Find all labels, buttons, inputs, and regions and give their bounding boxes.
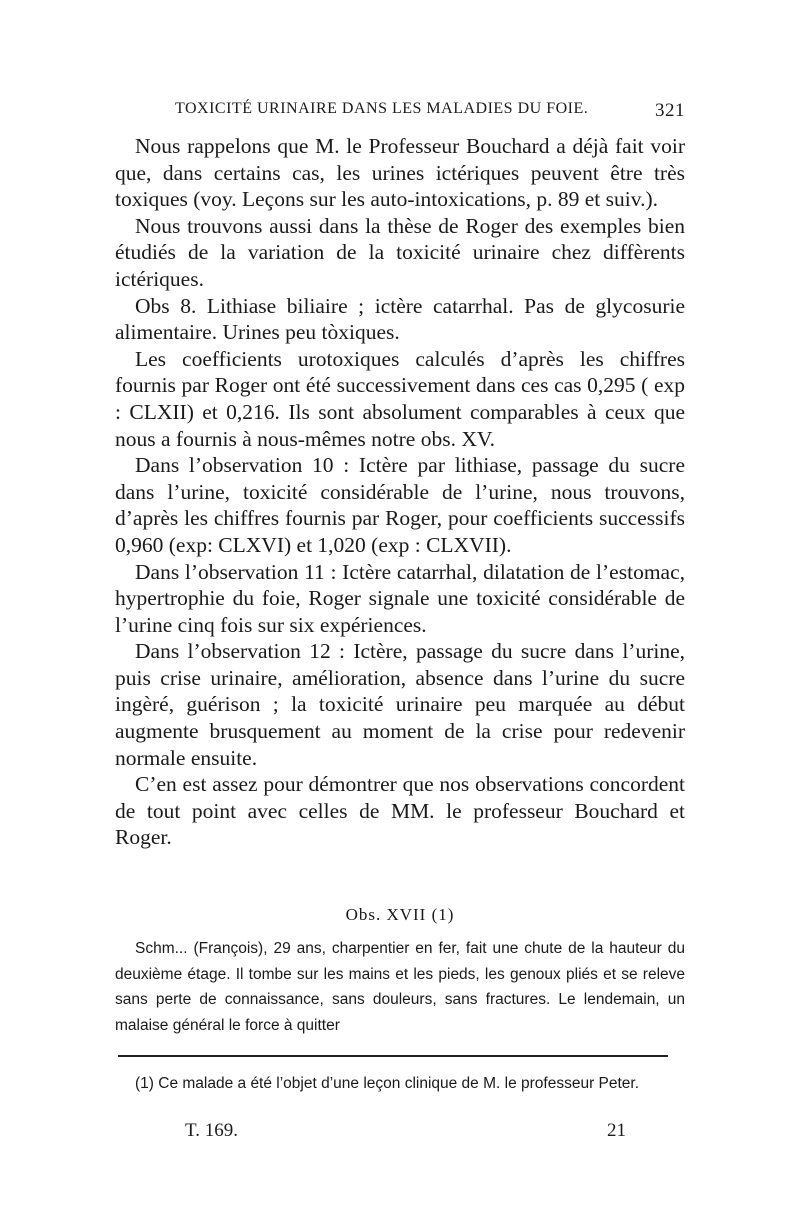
paragraph: Dans l’observation 12 : Ictère, passage du sucre dans l’urine, puis crise urinaire, amélioration, absence dans l’urine du sucre ingèré, guérison ; la toxicité urinaire peu marquée au début augmente brusquement au moment de la crise pour redevenir normale ensuite. (115, 639, 685, 770)
paragraph: Les coefficients urotoxiques calculés d’après les chiffres fournis par Roger ont été successivement dans ces cas 0,295 ( exp : CLXII) et 0,216. Ils sont absolument comparables à ceux que nous a fournis à nous-mêmes notre obs. XV. (115, 346, 685, 451)
observation-text (115, 936, 685, 1038)
paragraph: Obs 8. Lithiase biliaire ; ictère catarrhal. Pas de glycosurie alimentaire. Urines peu tòxiques. (115, 293, 685, 345)
paragraph: Dans l’observation 10 : Ictère par lithiase, passage du sucre dans l’urine, toxicité considérable de l’urine, nous trouvons, d’après les chiffres fournis par Roger, pour coefficients successifs 0,960 (exp: CLXVI) et 1,020 (exp : CLXVII). (115, 453, 685, 557)
paragraph: Nous trouvons aussi dans la thèse de Roger des exemples bien étudiés de la variation de la toxicité urinaire chez diffèrents ictériques. (115, 213, 685, 291)
sheet-mark: 21 (607, 1120, 626, 1141)
paragraph: Nous rappelons que M. le Professeur Bouchard a déjà fait voir que, dans certains cas, les urines ictériques peuvent être très toxiques (voy. Leçons sur les auto-intoxications, p. 89 et suiv.). (115, 134, 685, 212)
footnote-text: (1) Ce malade a été l’objet d’une leçon clinique de M. le professeur Peter. (135, 1075, 640, 1092)
main-text (115, 133, 685, 851)
observation-paragraph: Schm... (François), 29 ans, charpentier en fer, fait une chute de la hauteur du deuxième étage. Il tombe sur les mains et les pieds, les genoux pliés et se releve sans perte de connaissance, sans douleurs, sans fractures. Le lendemain, un malaise général le force à quitter (115, 940, 685, 1034)
volume-mark: T. 169. (185, 1120, 238, 1141)
page-number: 321 (655, 100, 685, 121)
footnote-rule (118, 1055, 668, 1057)
observation-title: Obs. XVII (1) (345, 905, 455, 924)
footnote (115, 1071, 685, 1096)
paragraph: C’en est assez pour démontrer que nos observations concordent de tout point avec celles de MM. le professeur Bouchard et Roger. (115, 772, 685, 850)
paragraph: Dans l’observation 11 : Ictère catarrhal, dilatation de l’estomac, hypertrophie du foie, Roger signale une toxicité considérable de l’urine cinq fois sur six expériences. (115, 559, 685, 637)
running-title: TOXICITÉ URINAIRE DANS LES MALADIES DU FOIE. (175, 100, 589, 117)
